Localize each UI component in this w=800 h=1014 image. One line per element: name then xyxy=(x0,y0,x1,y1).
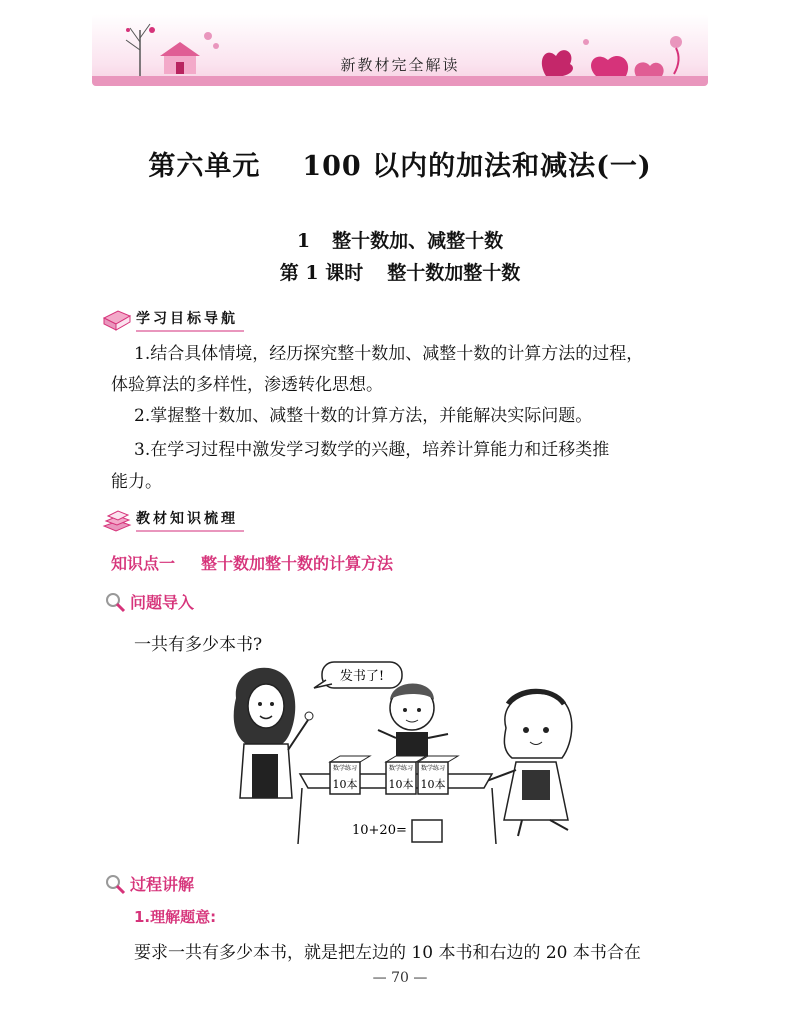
header-bar xyxy=(92,76,708,86)
speech-text: 发书了! xyxy=(339,669,385,684)
chapter-title xyxy=(0,144,800,183)
box-label-middle: 10本 xyxy=(388,778,414,791)
goal-item-3-cont: 能力。 xyxy=(111,472,162,492)
process-heading xyxy=(104,872,194,895)
knowledge-heading xyxy=(102,506,244,532)
boy-figure xyxy=(378,684,448,757)
magnifier-icon xyxy=(104,873,126,895)
teacher-figure xyxy=(234,668,313,798)
step-1-label: 1.理解题意: xyxy=(134,908,217,926)
intro-question: 一共有多少本书? xyxy=(134,635,263,655)
books-stack-icon xyxy=(102,510,132,532)
section-title xyxy=(0,226,800,253)
goal-item-1-cont: 体验算法的多样性，渗透转化思想。 xyxy=(111,375,383,395)
goal-item-1: 1.结合具体情境，经历探究整十数加、减整十数的计算方法的过程， xyxy=(134,344,644,364)
knowledge-point-title xyxy=(111,551,393,574)
section-number: 1 xyxy=(296,230,311,252)
goals-heading xyxy=(102,306,244,332)
book-icon xyxy=(102,310,132,332)
process-heading-label: 过程讲解 xyxy=(130,875,195,894)
lesson-title xyxy=(0,258,800,285)
equation xyxy=(352,820,442,842)
goal-item-2: 2.掌握整十数加、减整十数的计算方法，并能解决实际问题。 xyxy=(134,406,593,426)
process-text: 要求一共有多少本书，就是把左边的 10 本书和右边的 20 本书合在 xyxy=(134,943,641,963)
answer-box xyxy=(412,820,442,842)
box-label-right: 10本 xyxy=(420,778,446,791)
lesson-name: 整十数加整十数 xyxy=(387,262,521,284)
box-top-right: 数学练习 xyxy=(420,765,446,772)
page-number: — 70 — xyxy=(372,970,428,986)
book-title: 新教材完全解读 xyxy=(340,56,460,74)
intro-heading xyxy=(104,590,194,613)
section-name: 整十数加、减整十数 xyxy=(332,230,504,252)
goal-item-3: 3.在学习过程中激发学习数学的兴趣，培养计算能力和迁移类推 xyxy=(134,440,610,460)
chapter-unit: 第六单元 xyxy=(148,151,261,182)
knowledge-point-label: 知识点一 xyxy=(111,554,176,573)
lesson-number: 第 1 课时 xyxy=(279,262,364,284)
knowledge-heading-label: 教材知识梳理 xyxy=(136,508,244,532)
magnifier-icon xyxy=(104,591,126,613)
box-top-middle: 数学练习 xyxy=(388,765,414,772)
girl-figure xyxy=(484,691,572,836)
knowledge-point-name: 整十数加整十数的计算方法 xyxy=(201,554,394,573)
page-header-banner xyxy=(92,14,708,86)
classroom-illustration xyxy=(222,658,582,844)
goals-heading-label: 学习目标导航 xyxy=(136,308,244,332)
intro-heading-label: 问题导入 xyxy=(130,593,195,612)
box-label-left: 10本 xyxy=(332,778,358,791)
equation-text: 10+20= xyxy=(352,823,407,838)
chapter-name: 100 以内的加法和减法(一) xyxy=(302,151,652,182)
box-top-left: 数学练习 xyxy=(332,765,358,772)
speech-bubble xyxy=(314,662,402,688)
